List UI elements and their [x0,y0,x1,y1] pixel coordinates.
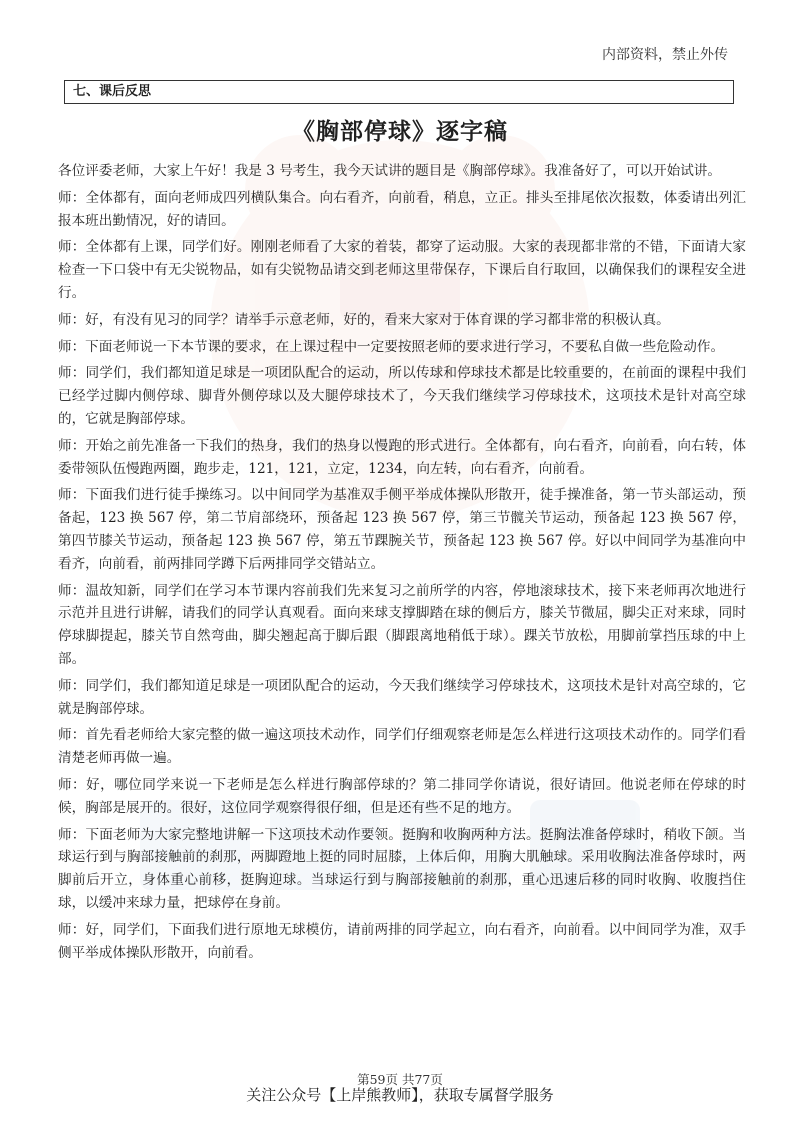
paragraph: 师：好，有没有见习的同学？请举手示意老师，好的，看来大家对于体育课的学习都非常的积极认真。 [58,311,670,328]
paragraph: 师：好，同学们，下面我们进行原地无球模仿，请前两排的同学起立，向右看齐，向前看。以中间同学为准，双手侧平举成体操队形散开，向前看。 [58,921,746,961]
transcript-body [58,160,746,968]
paragraph: 师：同学们，我们都知道足球是一项团队配合的运动，今天我们继续学习停球技术，这项技术是针对高空球的，它就是胸部停球。 [58,677,746,717]
section-label: 七、课后反思 [73,84,152,99]
section-heading [64,80,734,104]
paragraph: 师：下面老师说一下本节课的要求，在上课过程中一定要按照老师的要求进行学习，不要私自做一些危险动作。 [58,338,725,355]
paragraph: 师：下面老师为大家完整地讲解一下这项技术动作要领。挺胸和收胸两种方法。挺胸法准备停球时，稍收下颌。当球运行到与胸部接触前的刹那，两脚蹬地上挺的同时屈膝，上体后仰，用胸大肌触球。采用收胸法准备停球时，两脚前后开立，身体重心前移，挺胸迎球。当球运行到与胸部接触前的刹那，重心迅速后移的同时收胸、收腹挡住球，以缓冲来球力量，把球停在身前。 [58,826,746,911]
paragraph: 师：开始之前先准备一下我们的热身，我们的热身以慢跑的形式进行。全体都有，向右看齐，向前看，向右转，体委带领队伍慢跑两圈，跑步走，121，121，立定，1234，向左转，向右看齐，向前看。 [58,437,746,477]
paragraph: 各位评委老师，大家上午好！我是 3 号考生，我今天试讲的题目是《胸部停球》。我准备好了，可以开始试讲。 [58,163,721,179]
page-number: 第59页 共77页 [357,1072,443,1087]
document-title: 《胸部停球》逐字稿 [292,118,508,145]
paragraph: 师：下面我们进行徒手操练习。以中间同学为基准双手侧平举成体操队形散开，徒手操准备，第一节头部运动，预备起，123 换 567 停，第二节肩部绕环，预备起 123 换 567 停，第三节髋关节运动，预备起 123 换 567 停，第四节膝关节运动，预备起 123 换 567 停，第五节踝腕关节，预备起 123 换 567 停。好以中间同学为基准向中看齐，向前看，前两排同学蹲下后两排同学交错站立。 [58,487,746,572]
confidential-note: 内部资料，禁止外传 [602,47,728,63]
paragraph: 师：全体都有上课，同学们好。刚刚老师看了大家的着装，都穿了运动服。大家的表现都非常的不错，下面请大家检查一下口袋中有无尖锐物品，如有尖锐物品请交到老师这里带保存，下课后自行取回，以确保我们的课程安全进行。 [58,239,746,301]
footer-promo: 关注公众号【上岸熊教师】，获取专属督学服务 [246,1086,554,1104]
paragraph: 师：全体都有，面向老师成四列横队集合。向右看齐，向前看，稍息，立正。排头至排尾依次报数，体委请出列汇报本班出勤情况，好的请回。 [58,189,746,229]
paragraph: 师：同学们，我们都知道足球是一项团队配合的运动，所以传球和停球技术都是比较重要的，在前面的课程中我们已经学过脚内侧停球、脚背外侧停球以及大腿停球技术了，今天我们继续学习停球技术，这项技术是针对高空球的，它就是胸部停球。 [58,365,746,427]
paragraph: 师：温故知新，同学们在学习本节课内容前我们先来复习之前所学的内容，停地滚球技术，接下来老师再次地进行示范并且进行讲解，请我们的同学认真观看。面向来球支撑脚踏在球的侧后方，膝关节微屈，脚尖正对来球，同时停球脚提起，膝关节自然弯曲，脚尖翘起高于脚后跟（脚跟离地稍低于球）。踝关节放松，用脚前掌挡压球的中上部。 [58,582,746,667]
paragraph: 师：好，哪位同学来说一下老师是怎么样进行胸部停球的？第二排同学你请说，很好请回。他说老师在停球的时候，胸部是展开的。很好，这位同学观察得很仔细，但是还有些不足的地方。 [58,776,746,816]
paragraph: 师：首先看老师给大家完整的做一遍这项技术动作，同学们仔细观察老师是怎么样进行这项技术动作的。同学们看清楚老师再做一遍。 [58,727,746,767]
